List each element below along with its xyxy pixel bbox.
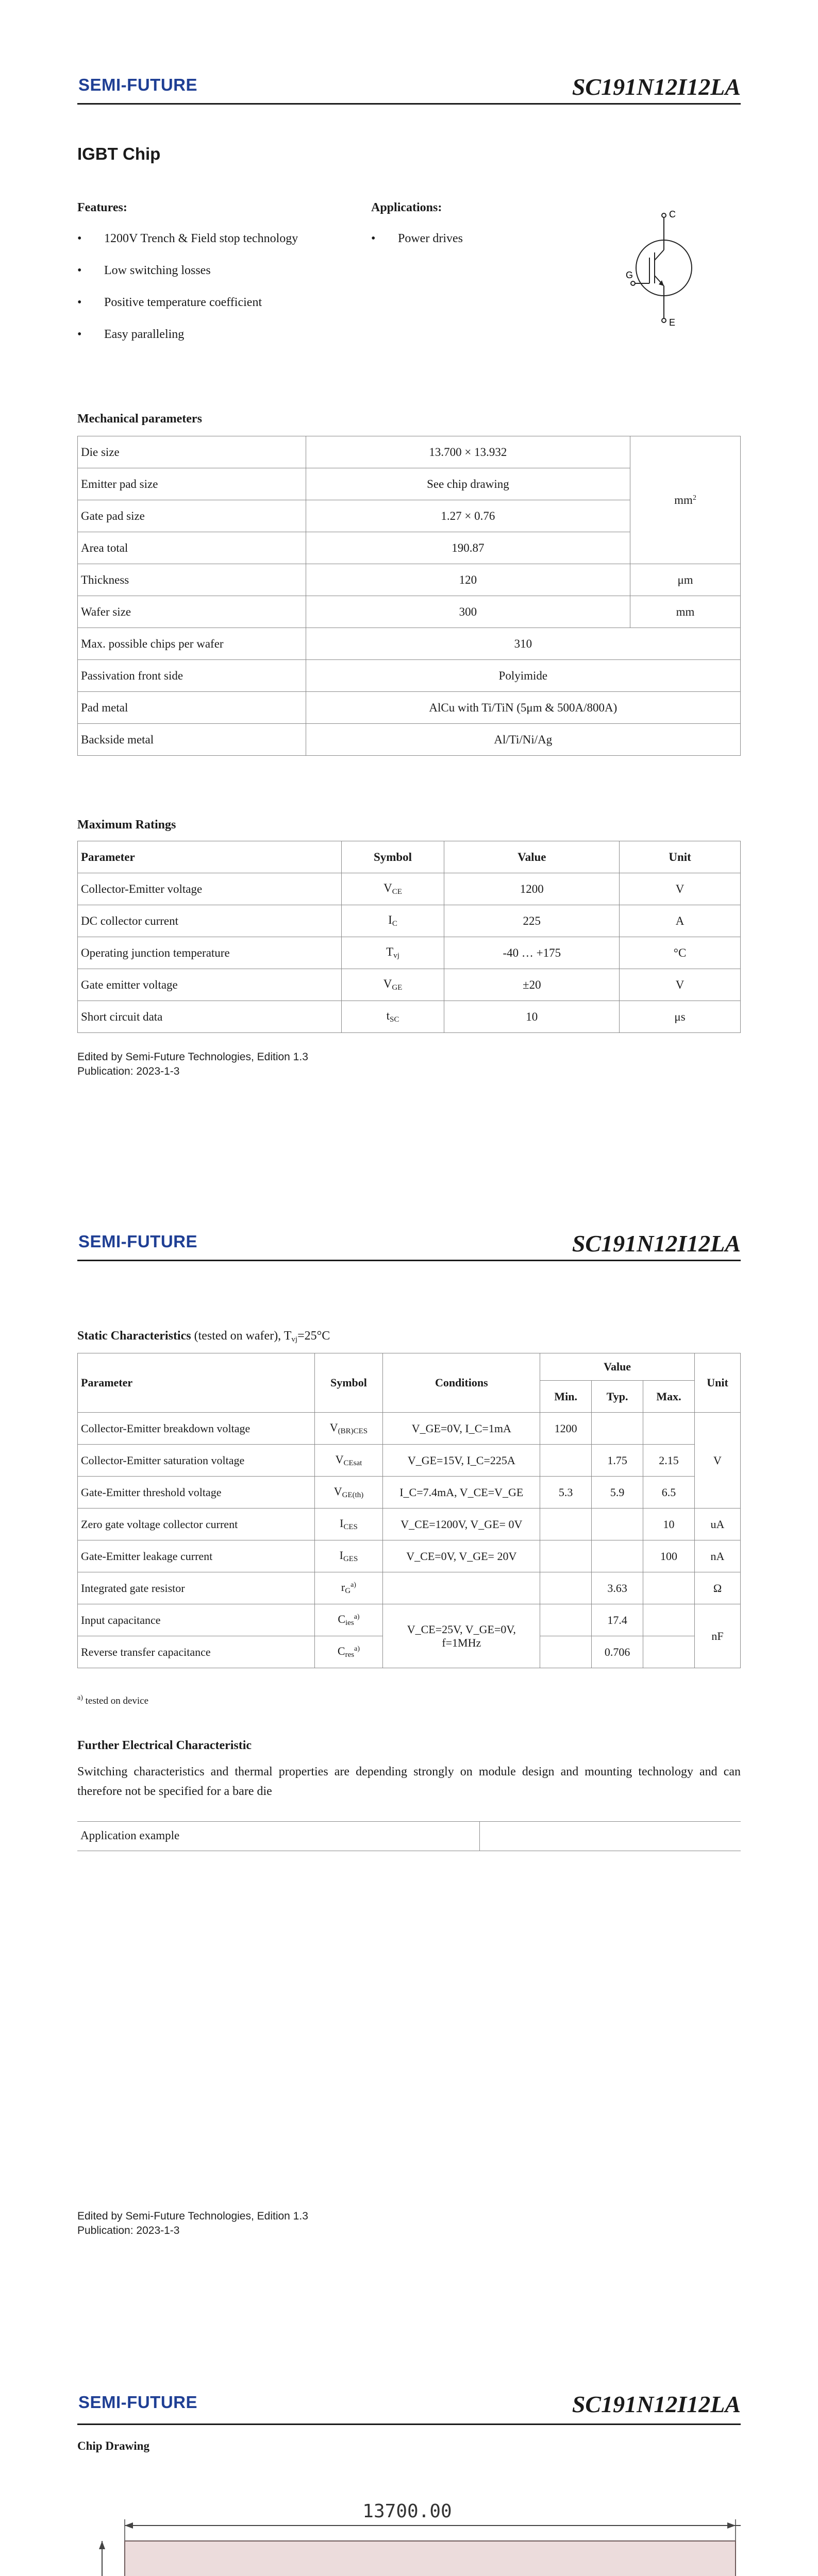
emitter-label: E	[669, 317, 676, 328]
part-number: SC191N12I12LA	[572, 2391, 741, 2417]
applications-heading: Applications:	[371, 201, 442, 214]
die-width-dim: 13700.00	[362, 2501, 452, 2522]
chip-drawing-heading: Chip Drawing	[77, 2439, 149, 2452]
table-row: Input capacitance $C_{ies}^{a)}$ V_CE=25V, V_GE=0V, f=1MHz 17.4 nF	[78, 1604, 741, 1636]
features-heading: Features:	[77, 201, 127, 214]
further-heading: Further Electrical Characteristic	[77, 1739, 252, 1752]
document-title: IGBT Chip	[77, 144, 161, 163]
collector-label: C	[669, 209, 676, 219]
table-row: Collector-Emitter breakdown voltage $V_{(BR)CES}$ V_GE=0V, I_C=1mA 1200 V	[78, 1413, 741, 1445]
table-row: Die size 13.700 × 13.932 $mm^2$	[78, 436, 741, 468]
table-row: Collector-Emitter voltage $V_{CE}$ 1200 V	[78, 873, 741, 905]
die-outline	[125, 2541, 736, 2576]
unit-mm2: $mm^2$	[630, 436, 741, 564]
application-example-label: Application example	[80, 1829, 180, 1842]
table-footnote: $^{a)}$ tested on device	[77, 1694, 149, 1706]
table-row: Backside metal Al/Ti/Ni/Ag	[78, 724, 741, 756]
igbt-symbol-icon	[624, 206, 696, 330]
table-row: Gate-Emitter threshold voltage $V_{GE(th)}$ I_C=7.4mA, V_CE=V_GE 5.3 5.9 6.5	[78, 1477, 741, 1509]
table-row: Max. possible chips per wafer 310	[78, 628, 741, 660]
max-ratings-heading: Maximum Ratings	[77, 818, 176, 832]
part-number: SC191N12I12LA	[572, 1230, 741, 1257]
company-logo: SEMI-FUTURE	[78, 75, 197, 94]
page-header	[77, 72, 741, 105]
table-header-row: Parameter Symbol Conditions Value Unit	[78, 1353, 741, 1381]
company-logo: SEMI-FUTURE	[78, 1232, 197, 1251]
part-number: SC191N12I12LA	[572, 74, 741, 100]
gate-label: G	[626, 270, 633, 280]
table-row: Collector-Emitter saturation voltage $V_{CEsat}$ V_GE=15V, I_C=225A 1.75 2.15	[78, 1445, 741, 1477]
company-logo: SEMI-FUTURE	[78, 2393, 197, 2412]
table-row: Gate-Emitter leakage current $I_{GES}$ V_CE=0V, V_GE= 20V 100 nA	[78, 1540, 741, 1572]
max-ratings-table	[77, 841, 741, 1033]
table-row: Integrated gate resistor $r_G^{a)}$ 3.63 Ω	[78, 1572, 741, 1604]
page-header	[77, 1229, 741, 1261]
table-header-row: Parameter Symbol Value Unit	[78, 841, 741, 873]
mechanical-table	[77, 436, 741, 756]
table-row: DC collector current $I_C$ 225 A	[78, 905, 741, 937]
chip-drawing	[77, 2483, 741, 2576]
further-text: Switching characteristics and thermal properties are depending strongly on module design and mounting technology and can therefore not be specified for a bare die	[77, 1765, 741, 1798]
table-row: Area total 190.87	[78, 532, 741, 564]
page-footer: Edited by Semi-Future Technologies, Edition 1.3 Publication: 2023-1-3	[77, 1051, 308, 1077]
table-row: Passivation front side Polyimide	[78, 660, 741, 692]
table-row: Short circuit data $t_{SC}$ 10 μs	[78, 1001, 741, 1033]
static-table	[77, 1353, 741, 1668]
table-header-row: Min. Typ. Max.	[78, 1381, 741, 1413]
mechanical-heading: Mechanical parameters	[77, 412, 202, 426]
application-example-box	[77, 1821, 741, 1851]
table-row: Gate pad size 1.27 × 0.76	[78, 500, 741, 532]
table-row: Zero gate voltage collector current $I_{CES}$ V_CE=1200V, V_GE= 0V 10 uA	[78, 1509, 741, 1540]
table-row: Reverse transfer capacitance $C_{res}^{a)}$ 0.706	[78, 1636, 741, 1668]
static-heading: Static Characteristics (tested on wafer), $T_{vj}=25^\circ C$	[77, 1329, 330, 1344]
table-row: Wafer size 300 mm	[78, 596, 741, 628]
table-row: Thickness 120 μm	[78, 564, 741, 596]
table-row: Emitter pad size See chip drawing	[78, 468, 741, 500]
table-row: Pad metal AlCu with Ti/TiN (5μm & 500A/800A)	[78, 692, 741, 724]
page-header	[77, 2389, 741, 2425]
table-row: Operating junction temperature $T_{vj}$ -40 … +175 °C	[78, 937, 741, 969]
table-row: Gate emitter voltage $V_{GE}$ ±20 V	[78, 969, 741, 1001]
page-footer: Edited by Semi-Future Technologies, Edition 1.3 Publication: 2023-1-3	[77, 2210, 308, 2236]
